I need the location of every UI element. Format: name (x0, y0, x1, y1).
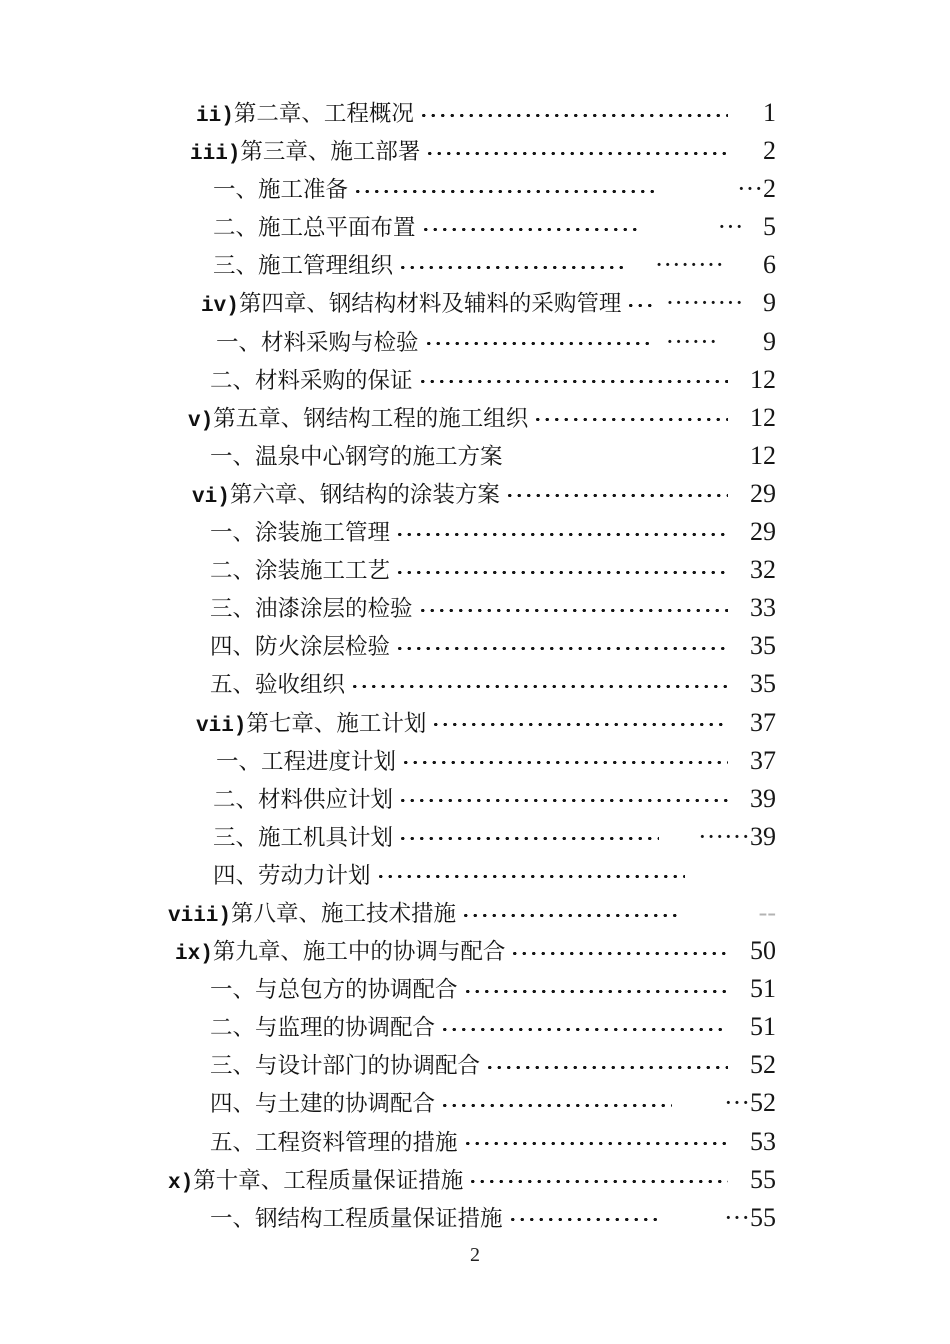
toc-entry-title: 三、施工管理组织 (213, 253, 394, 279)
toc-entry-page: 52 (750, 1050, 776, 1080)
toc-entry-page: ······39 (659, 821, 776, 851)
toc-row[interactable] (0, 667, 776, 705)
toc-entry-title: 第十章、工程质量保证措施 (193, 1167, 464, 1193)
toc-entry-number: iv) (201, 295, 239, 319)
toc-row[interactable] (0, 591, 776, 629)
toc-entry-title: 四、防火涂层检验 (210, 634, 391, 660)
toc-entry-title: 二、与监理的协调配合 (210, 1015, 436, 1041)
dot-leader (395, 629, 728, 667)
dot-leader (376, 858, 685, 896)
toc-entry-page: ······ 9 (652, 326, 776, 356)
toc-entry-page: 35 (750, 669, 776, 699)
dot-leader (485, 1048, 728, 1086)
toc-entry-page: ··· 5 (639, 212, 776, 242)
dot-leader (533, 401, 728, 439)
toc-row[interactable] (0, 363, 776, 401)
toc-entry-page (685, 860, 776, 890)
toc-entry-title: 二、涂装施工工艺 (210, 558, 391, 584)
dot-leader (395, 553, 728, 591)
toc-entry-page: 39 (750, 783, 776, 813)
toc-entry-title: 第四章、钢结构材料及辅料的采购管理 (238, 291, 622, 317)
toc-entry-number: iii) (190, 143, 241, 167)
toc-entry-title: 一、工程进度计划 (216, 748, 397, 774)
toc-entry-page: ···2 (659, 174, 776, 204)
toc-row[interactable] (0, 1201, 776, 1239)
toc-entry-page: 51 (750, 974, 776, 1004)
toc-entry-title: 第八章、施工技术措施 (231, 900, 457, 926)
toc-row[interactable] (0, 134, 776, 172)
toc-entry-number: v) (188, 409, 214, 433)
toc-entry-title: 第六章、钢结构的涂装方案 (229, 481, 500, 507)
toc-row[interactable] (0, 325, 776, 363)
toc-row[interactable] (0, 286, 776, 324)
dot-leader (353, 172, 659, 210)
toc-entry-title: 五、工程资料管理的措施 (210, 1129, 458, 1155)
toc-row[interactable] (0, 1010, 776, 1048)
toc-entry-number: vii) (196, 714, 247, 738)
toc-row[interactable] (0, 629, 776, 667)
dot-leader (505, 477, 728, 515)
toc-entry-page: 50 (750, 936, 776, 966)
toc-entry-page: 1 (763, 98, 776, 127)
toc-entry-number: vi) (192, 485, 230, 509)
toc-entry-number: ii) (196, 105, 234, 128)
dot-leader (463, 1125, 728, 1163)
toc-row[interactable] (0, 858, 776, 896)
toc-entry-title: 二、材料采购的保证 (210, 367, 413, 393)
toc-entry-title: 四、与土建的协调配合 (210, 1091, 436, 1117)
toc-entry-page: 37 (750, 707, 776, 737)
toc-row[interactable] (0, 401, 776, 439)
toc-entry-title: 第九章、施工中的协调与配合 (212, 939, 506, 965)
toc-entry-page: 53 (750, 1126, 776, 1156)
dot-leader (401, 744, 728, 782)
toc-entry-page: 29 (750, 478, 776, 508)
toc-row[interactable] (0, 210, 776, 248)
dot-leader (626, 286, 652, 324)
toc-entry-title: 第七章、施工计划 (246, 710, 427, 736)
toc-entry-page: -- (680, 897, 776, 927)
toc-entry-title: 三、与设计部门的协调配合 (210, 1053, 481, 1079)
toc-entry-title: 第五章、钢结构工程的施工组织 (213, 405, 529, 431)
dot-leader (418, 591, 728, 629)
toc-entry-page: ········ 6 (628, 250, 776, 280)
toc-entry-title: 一、与总包方的协调配合 (210, 977, 458, 1003)
toc-row[interactable] (0, 553, 776, 591)
toc-row[interactable] (0, 96, 776, 134)
toc-entry-title: 第二章、工程概况 (233, 101, 414, 126)
dot-leader (425, 134, 728, 172)
toc-row[interactable] (0, 172, 776, 210)
toc-entry-title: 一、钢结构工程质量保证措施 (210, 1205, 503, 1231)
dot-leader (398, 782, 728, 820)
toc-row[interactable] (0, 1048, 776, 1086)
toc-entry-title: 三、油漆涂层的检验 (210, 596, 413, 622)
dot-leader (398, 820, 659, 858)
dot-leader (350, 667, 728, 705)
toc-entry-page: 37 (750, 745, 776, 775)
toc-row[interactable] (0, 782, 776, 820)
toc-entry-page: 12 (750, 440, 776, 470)
toc-entry-page: 12 (750, 402, 776, 432)
toc-entry-title: 三、施工机具计划 (213, 824, 394, 850)
dot-leader (440, 1010, 728, 1048)
toc-entry-page: 12 (750, 364, 776, 394)
dot-leader (431, 706, 728, 744)
dot-leader (510, 934, 728, 972)
dot-leader (419, 96, 728, 134)
dot-leader (395, 515, 728, 553)
dot-leader (424, 325, 653, 363)
toc-row[interactable] (0, 1086, 776, 1124)
dot-leader (440, 1086, 672, 1124)
toc-entry-page: ········· 9 (652, 288, 776, 318)
toc-entry-title: 二、材料供应计划 (213, 786, 394, 812)
dot-leader (508, 439, 728, 477)
toc-row[interactable] (0, 896, 776, 934)
toc-row[interactable] (0, 706, 776, 744)
toc-entry-title: 五、验收组织 (210, 672, 346, 698)
toc-entry-number: x) (168, 1171, 194, 1195)
toc-entry-title: 一、温泉中心钢穹的施工方案 (210, 443, 503, 469)
toc-entry-page: ···55 (659, 1202, 776, 1232)
toc-entry-number: ix) (175, 943, 213, 967)
dot-leader (421, 210, 640, 248)
toc-row[interactable] (0, 439, 776, 477)
toc-row[interactable] (0, 248, 776, 286)
toc-entry-page: 2 (763, 136, 776, 166)
dot-leader (418, 363, 728, 401)
toc-row[interactable] (0, 1163, 776, 1201)
dot-leader (398, 248, 629, 286)
toc-row[interactable] (0, 934, 776, 972)
toc-entry-title: 二、施工总平面布置 (213, 215, 416, 241)
toc-row[interactable] (0, 820, 776, 858)
toc-row[interactable] (0, 515, 776, 553)
toc-entry-title: 四、劳动力计划 (213, 862, 371, 888)
toc-entry-page: 33 (750, 593, 776, 623)
toc-entry-page: 55 (750, 1164, 776, 1194)
toc-row[interactable] (0, 1125, 776, 1163)
toc-row[interactable] (0, 744, 776, 782)
dot-leader (461, 896, 681, 934)
toc-entry-page: 51 (750, 1012, 776, 1042)
page-number-footer: 2 (470, 1244, 480, 1266)
toc-entry-title: 第三章、施工部署 (240, 139, 421, 165)
toc-entry-title: 一、涂装施工管理 (210, 520, 391, 546)
toc-row[interactable] (0, 477, 776, 515)
dot-leader (468, 1163, 728, 1201)
dot-leader (508, 1201, 660, 1239)
toc-entry-page: 32 (750, 555, 776, 585)
toc-entry-title: 一、材料采购与检验 (216, 329, 419, 355)
toc-entry-number: viii) (168, 904, 232, 928)
toc-entry-title: 一、施工准备 (213, 177, 349, 203)
toc-row[interactable] (0, 972, 776, 1010)
toc-entry-page: ···52 (672, 1088, 776, 1118)
toc-entry-page: 35 (750, 631, 776, 661)
dot-leader (463, 972, 728, 1010)
toc-entry-page: 29 (750, 517, 776, 547)
